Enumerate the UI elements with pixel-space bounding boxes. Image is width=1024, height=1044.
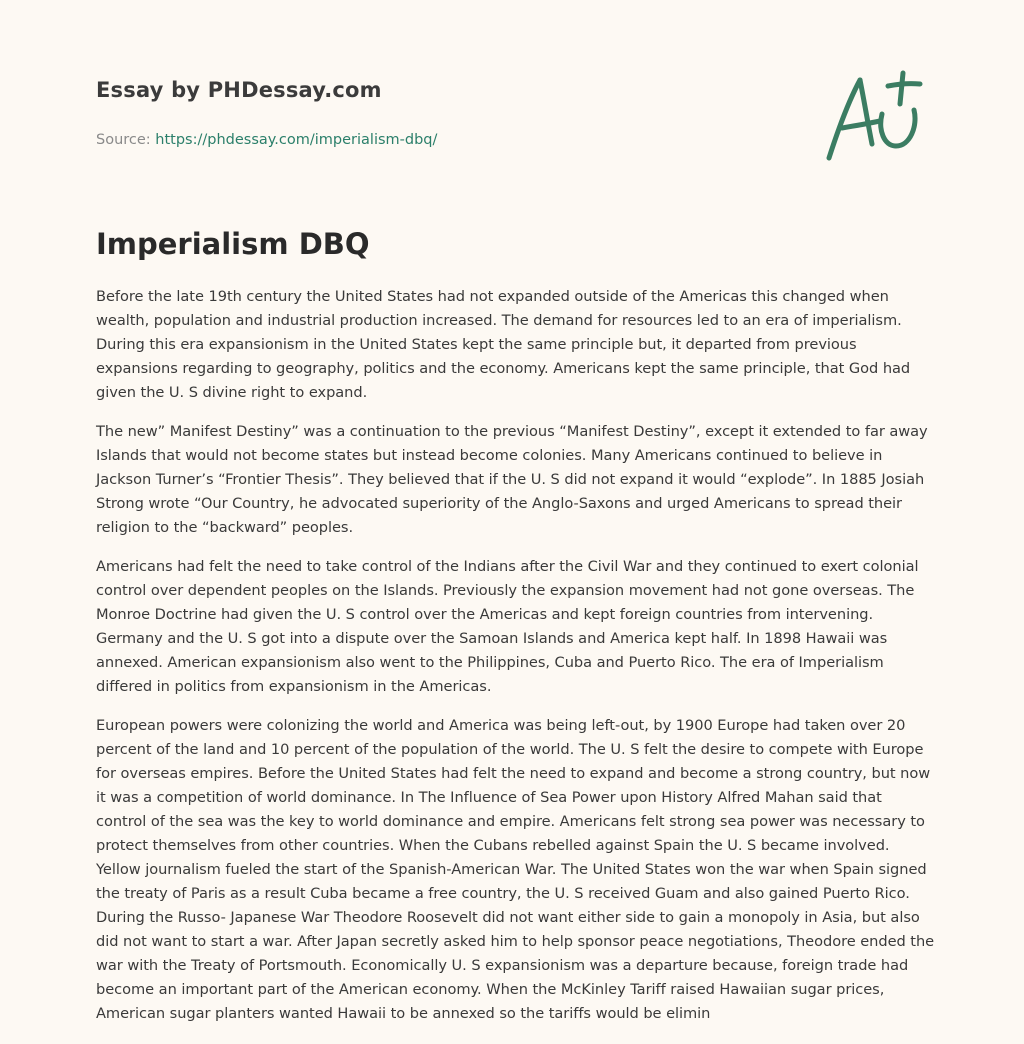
source-line <box>96 130 696 150</box>
brand-title: Essay by PHDessay.com <box>96 78 382 102</box>
article-body <box>96 285 936 1041</box>
a-plus-grade-icon <box>820 66 930 166</box>
article-paragraph: Americans had felt the need to take control of the Indians after the Civil War and they continued to exert colonial control over dependent peoples on the Islands. Previously the expansion movement had not gone overseas. The Monroe Doctrine had given the U. S control over the Americas and kept foreign countries from intervening. Germany and the U. S got into a dispute over the Samoan Islands and America kept half. In 1898 Hawaii was annexed. American expansionism also went to the Philippines, Cuba and Puerto Rico. The era of Imperialism differed in politics from expansionism in the Americas. <box>96 558 919 695</box>
article-title: Imperialism DBQ <box>96 227 370 261</box>
article-paragraph: European powers were colonizing the world and America was being left-out, by 1900 Europe had taken over 20 percent of the land and 10 percent of the population of the world. The U. S felt the desire to compete with Europe for overseas empires. Before the United States had felt the need to expand and become a strong country, but now it was a competition of world dominance. In The Influence of Sea Power upon History Alfred Mahan said that control of the sea was the key to world dominance and empire. Americans felt strong sea power was necessary to protect themselves from other countries. When the Cubans rebelled against Spain the U. S became involved. Yellow journalism fueled the start of the Spanish-American War. The United States won the war when Spain signed the treaty of Paris as a result Cuba became a free country, the U. S received Guam and also gained Puerto Rico. During the Russo- Japanese War Theodore Roosevelt did not want either side to gain a monopoly in Asia, but also did not want to start a war. After Japan secretly asked him to help sponsor peace negotiations, Theodore ended the war with the Treaty of Portsmouth. Economically U. S expansionism was a departure because, foreign trade had become an important part of the American economy. When the McKinley Tariff raised Hawaiian sugar prices, American sugar planters wanted Hawaii to be annexed so the tariffs would be elimin <box>96 717 935 1022</box>
article-paragraph: The new” Manifest Destiny” was a continuation to the previous “Manifest Destiny”, except it extended to far away Islands that would not become states but instead become colonies. Many Americans continued to believe in Jackson Turner’s “Frontier Thesis”. They believed that if the U. S did not expand it would “explode”. In 1885 Josiah Strong wrote “Our Country, he advocated superiority of the Anglo-Saxons and urged Americans to spread their religion to the “backward” peoples. <box>96 423 928 536</box>
source-link[interactable]: https://phdessay.com/imperialism-dbq/ <box>155 132 438 148</box>
page-header <box>96 76 696 150</box>
source-label: Source: <box>96 132 156 148</box>
article-paragraph: Before the late 19th century the United States had not expanded outside of the Americas this changed when wealth, population and industrial production increased. The demand for resources led to an era of imperialism. During this era expansionism in the United States kept the same principle but, it departed from previous expansions regarding to geography, politics and the economy. Americans kept the same principle, that God had given the U. S divine right to expand. <box>96 288 911 401</box>
